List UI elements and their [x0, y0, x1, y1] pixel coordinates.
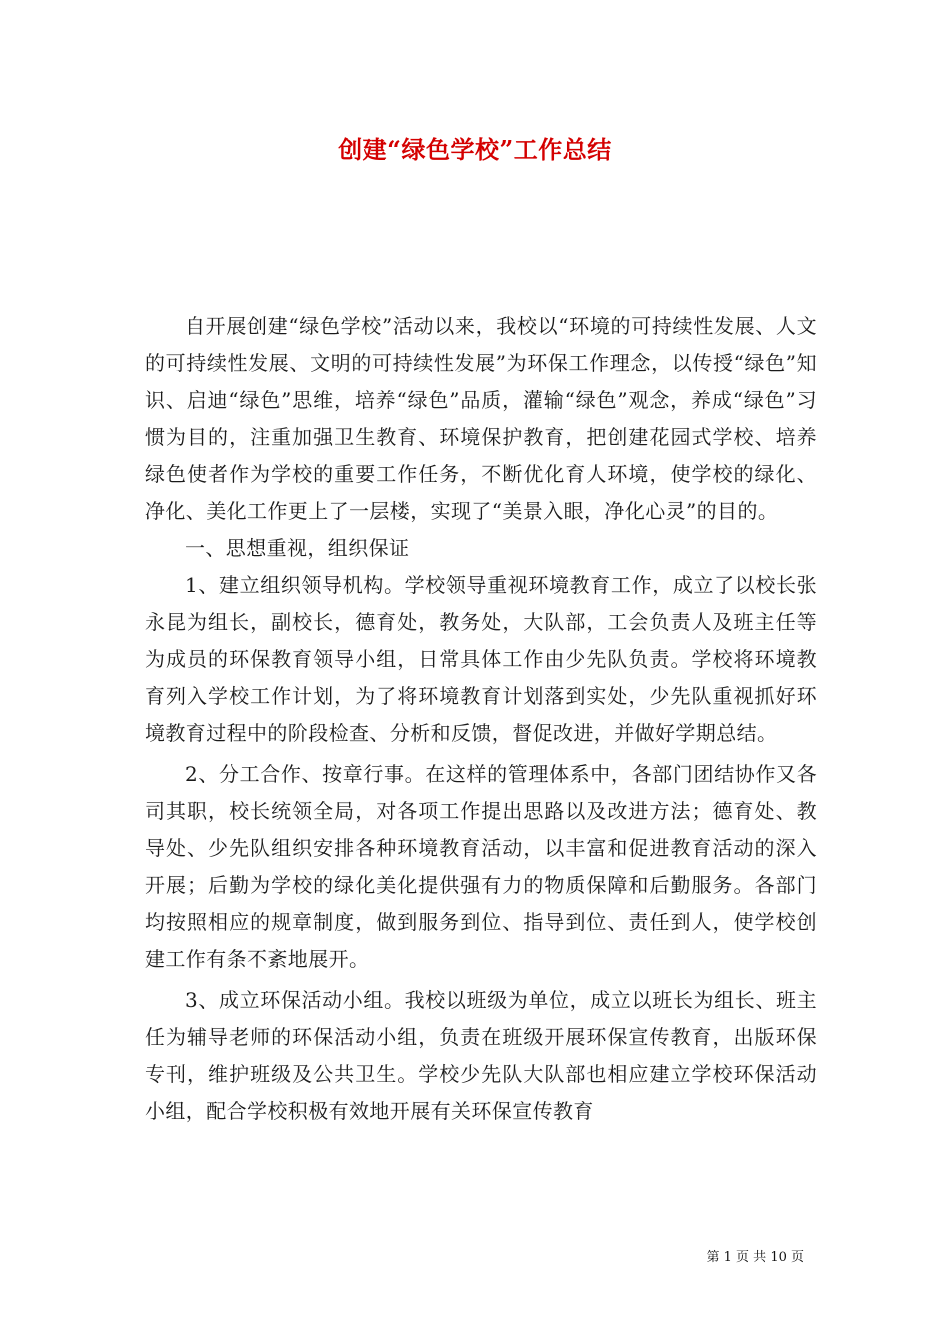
document-body — [145, 308, 817, 1130]
paragraph-item-2: 2、分工合作、按章行事。在这样的管理体系中，各部门团结协作又各司其职，校长统领全局，对各项工作提出思路以及改进方法；德育处、教导处、少先队组织安排各种环境教育活动，以丰富和促进教育活动的深入开展；后勤为学校的绿化美化提供强有力的物质保障和后勤服务。各部门均按照相应的规章制度，做到服务到位、指导到位、责任到人，使学校创建工作有条不紊地展开。 — [145, 762, 817, 971]
paragraph-intro: 自开展创建“绿色学校”活动以来，我校以“环境的可持续性发展、人文的可持续性发展、文明的可持续性发展”为环保工作理念，以传授“绿色”知识、启迪“绿色”思维，培养“绿色”品质，灌输“绿色”观念，养成“绿色”习惯为目的，注重加强卫生教育、环境保护教育，把创建花园式学校、培养绿色使者作为学校的重要工作任务，不断优化育人环境，使学校的绿化、净化、美化工作更上了一层楼，实现了“美景入眼，净化心灵”的目的。 — [145, 314, 817, 523]
section-heading: 一、思想重视，组织保证 — [185, 536, 410, 560]
paragraph-item-3: 3、成立环保活动小组。我校以班级为单位，成立以班长为组长、班主任为辅导老师的环保活动小组，负责在班级开展环保宣传教育，出版环保专刊，维护班级及公共卫生。学校少先队大队部也相应建立学校环保活动小组，配合学校积极有效地开展有关环保宣传教育 — [145, 988, 817, 1123]
document-title: 创建“绿色学校”工作总结 — [338, 135, 612, 164]
paragraph-item-1: 1、建立组织领导机构。学校领导重视环境教育工作，成立了以校长张永昆为组长，副校长，德育处，教务处，大队部，工会负责人及班主任等为成员的环保教育领导小组，日常具体工作由少先队负责。学校将环境教育列入学校工作计划，为了将环境教育计划落到实处，少先队重视抓好环境教育过程中的阶段检查、分析和反馈，督促改进，并做好学期总结。 — [145, 573, 817, 745]
page-number-footer: 第 1 页 共 10 页 — [706, 1250, 804, 1265]
